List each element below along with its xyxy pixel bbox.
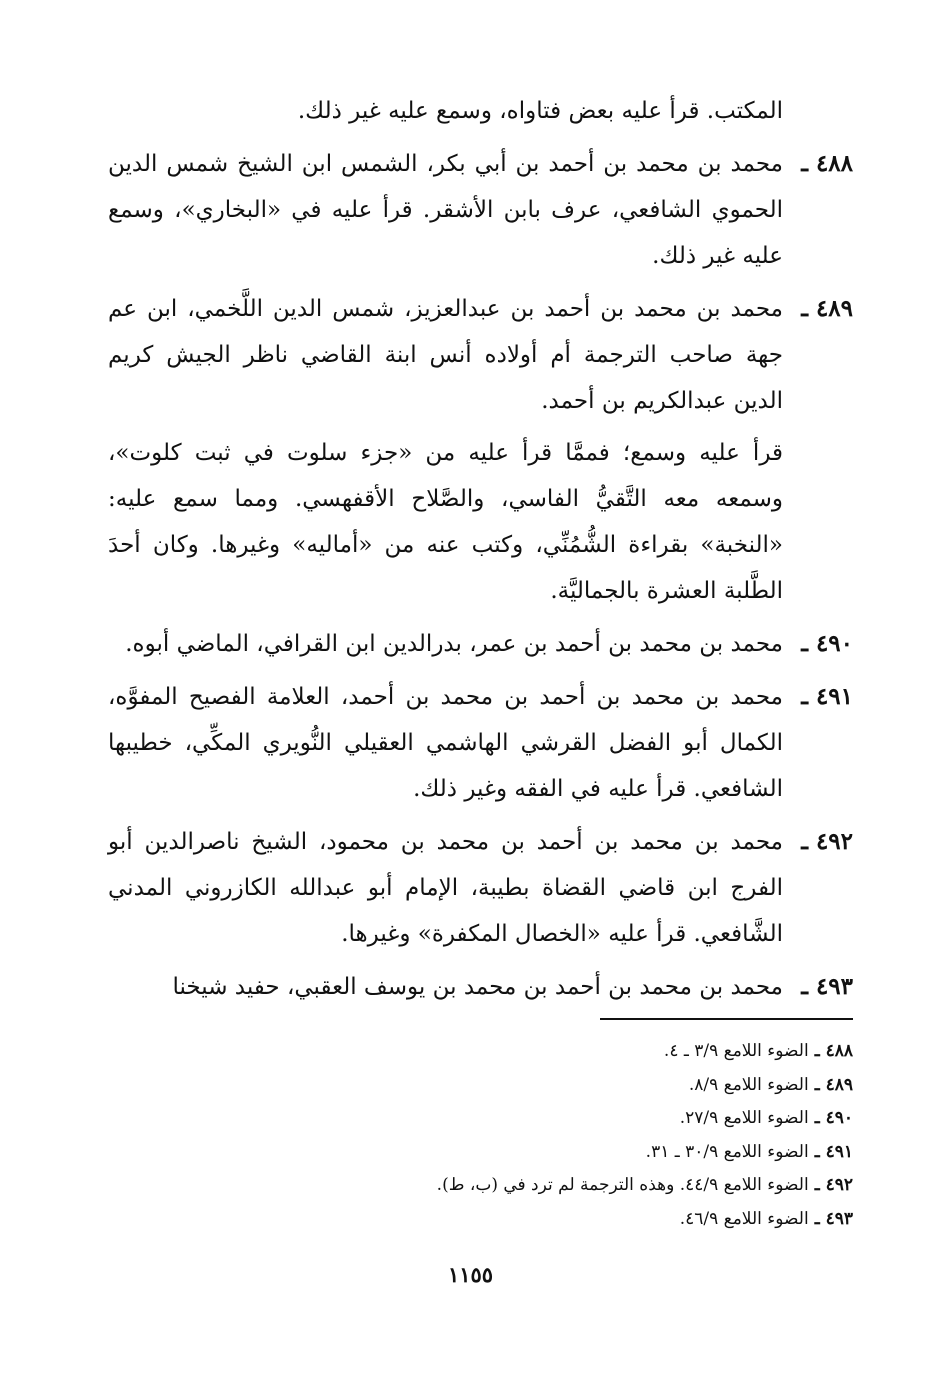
footnote-number: ٤٨٨ ـ	[814, 1041, 853, 1061]
footnote	[293, 1035, 853, 1069]
entry-body	[108, 621, 783, 667]
footnote-number: ٤٨٩ ـ	[814, 1074, 853, 1095]
entry-paragraph: محمد بن محمد بن أحمد بن أبي بكر، الشمس ابن الشيخ شمس الدين الحموي الشافعي، عرف بابن الأشقر. قرأ عليه في «البخاري»، وسمع عليه غير ذلك.	[108, 151, 783, 269]
biography-entry	[108, 964, 853, 1010]
entry-number: ٤٩٢ ـ	[801, 828, 853, 855]
footnote-text: الضوء اللامع ٤٦/٩.	[679, 1208, 809, 1229]
footnote-number: ٤٩٢ ـ	[814, 1175, 853, 1195]
entry-number: ٤٩٠ ـ	[801, 630, 853, 657]
footnote-divider	[600, 1018, 853, 1020]
entry-body	[108, 286, 783, 614]
footnote-text: الضوء اللامع ٣٠/٩ ـ ٣١.	[645, 1141, 809, 1162]
footnote-text: الضوء اللامع ٣/٩ ـ ٤.	[663, 1041, 809, 1061]
entry-body	[108, 819, 783, 957]
footnote	[293, 1069, 853, 1103]
entry-number: ٤٩١ ـ	[801, 683, 853, 710]
biography-entry	[108, 819, 853, 957]
footnote-text: الضوء اللامع ٢٧/٩.	[679, 1108, 809, 1128]
footnote-number: ٤٩٣ ـ	[814, 1208, 853, 1229]
footnote	[293, 1203, 853, 1237]
entry-paragraph: محمد بن محمد بن أحمد بن عمر، بدرالدين ابن القرافي، الماضي أبوه.	[125, 631, 783, 657]
entry-paragraph: محمد بن محمد بن أحمد بن محمد بن يوسف العقبي، حفيد شيخنا	[172, 974, 783, 1000]
footnote-number: ٤٩١ ـ	[814, 1141, 853, 1162]
entry-paragraph: محمد بن محمد بن أحمد بن محمد بن محمود، الشيخ ناصرالدين أبو الفرج ابن قاضي القضاة بطيبة، الإمام أبو عبدالله الكازروني المدني الشَّافعي. قرأ عليه «الخصال المكفرة» وغيرها.	[108, 829, 783, 947]
biography-entry	[108, 286, 853, 614]
entry-paragraph: محمد بن محمد بن أحمد بن عبدالعزيز، شمس الدين اللَّخمي، ابن عم جهة صاحب الترجمة أم أولاده أنس ابنة القاضي ناظر الجيش كريم الدين عبدالكريم بن أحمد.	[108, 296, 783, 414]
footnote	[293, 1102, 853, 1136]
entry-number: ٤٩٣ ـ	[801, 973, 853, 1000]
footnote-text: الضوء اللامع ٤٤/٩. وهذه الترجمة لم ترد في (ب، ط).	[436, 1175, 809, 1195]
entry-number: ٤٨٩ ـ	[801, 295, 853, 322]
entry-number: ٤٨٨ ـ	[801, 150, 853, 177]
main-text	[108, 88, 853, 1010]
entry-paragraph: محمد بن محمد بن أحمد بن محمد بن أحمد، العلامة الفصيح المفوَّه، الكمال أبو الفضل القرشي الهاشمي العقيلي النُّويري المكِّي، خطيبها الشافعي. قرأ عليه في الفقه وغير ذلك.	[108, 684, 783, 802]
entry-body	[108, 141, 783, 279]
entry-body	[108, 674, 783, 812]
biography-entry	[108, 674, 853, 812]
footnote-text: الضوء اللامع ٨/٩.	[688, 1074, 809, 1095]
footnotes	[293, 1035, 853, 1236]
footnote-number: ٤٩٠ ـ	[814, 1108, 853, 1128]
footnote	[293, 1136, 853, 1170]
footnote	[293, 1169, 853, 1203]
entry-paragraph: قرأ عليه وسمع؛ فممَّا قرأ عليه من «جزء سلوت في ثبت كلوت»، وسمعه معه التَّقيُّ الفاسي، والصَّلاح الأقفهسي. ومما سمع عليه: «النخبة» بقراءة الشُّمُنِّي، وكتب عنه من «أماليه» وغيرها. وكان أحدَ الطَّلبة العشرة بالجماليَّة.	[108, 440, 783, 604]
entry-body	[108, 964, 783, 1010]
biography-entry	[108, 141, 853, 279]
continuation-line: المكتب. قرأ عليه بعض فتاواه، وسمع عليه غير ذلك.	[297, 98, 783, 124]
page-number: ١١٥٥	[447, 1262, 494, 1287]
biography-entry	[108, 621, 853, 667]
